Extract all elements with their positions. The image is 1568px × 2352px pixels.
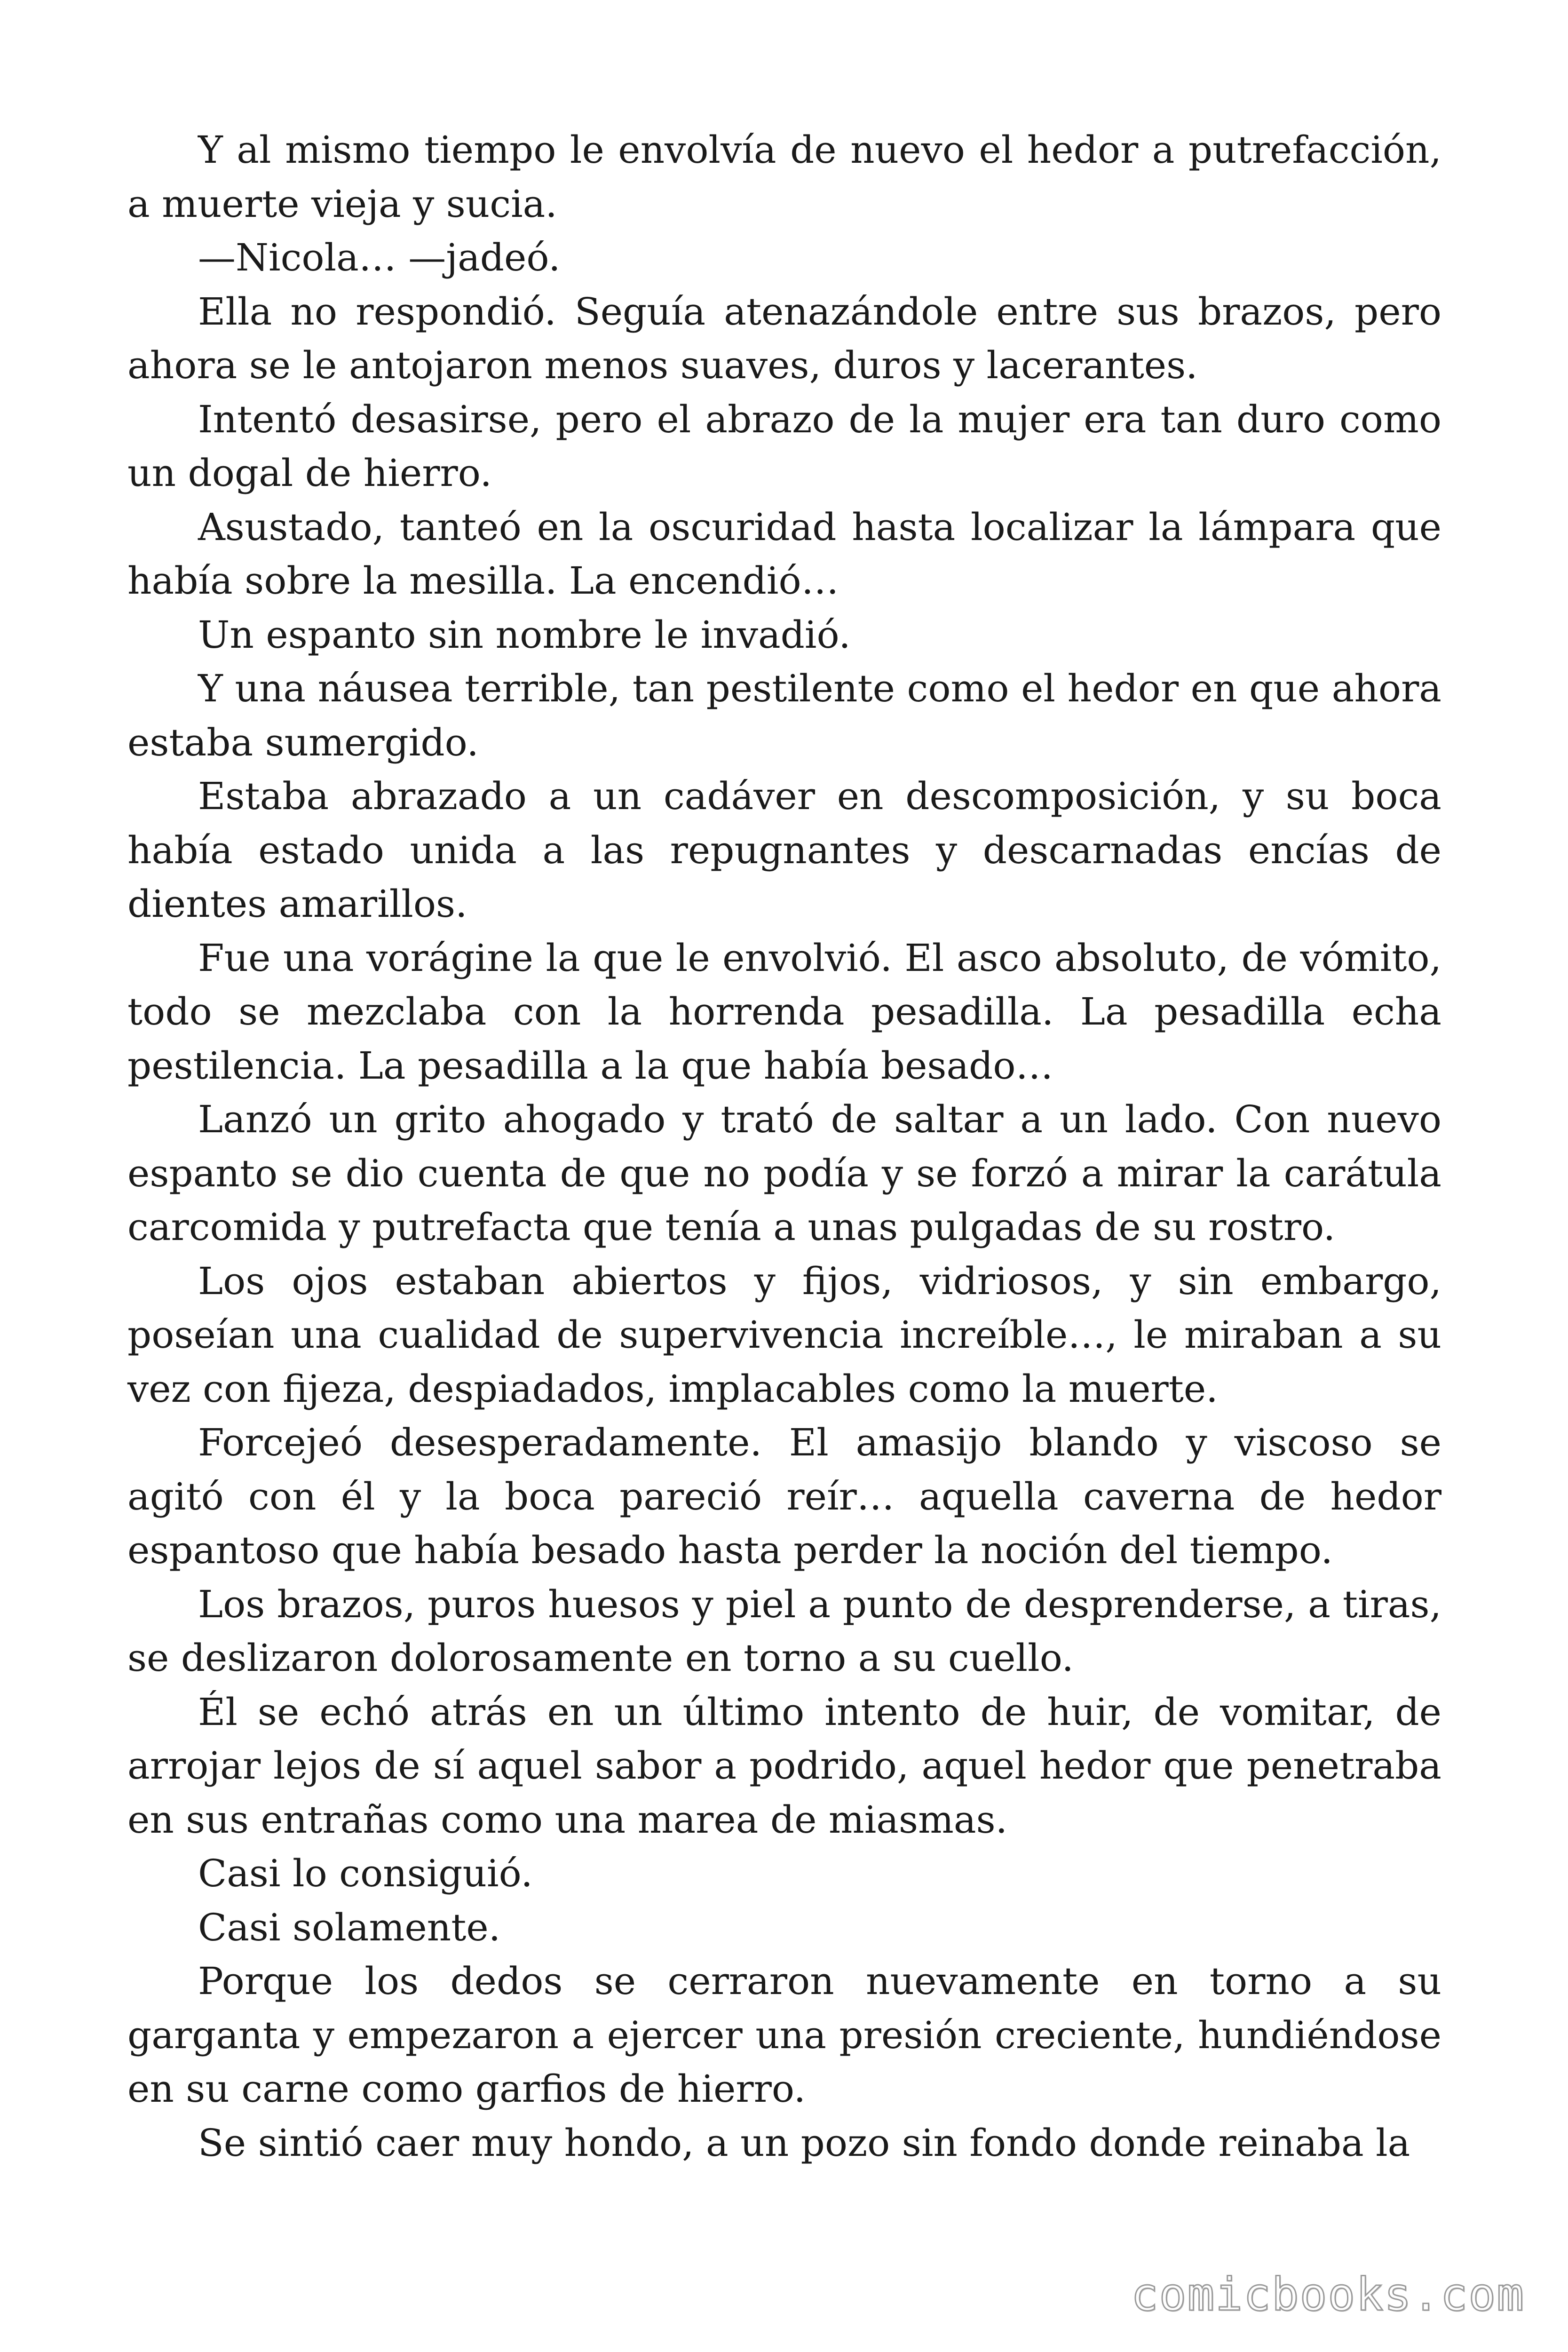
watermark: comicbooks.com — [1131, 2268, 1525, 2321]
paragraph-3: Ella no respondió. Seguía atenazándole entre sus brazos, pero ahora se le antojaron menos suaves, duros y lacerantes. — [127, 289, 1441, 387]
paragraph-18: Se sintió caer muy hondo, a un pozo sin fondo donde reinaba la — [198, 2121, 1410, 2165]
paragraph-5: Asustado, tanteó en la oscuridad hasta localizar la lámpara que había sobre la mesilla. La encendió… — [127, 505, 1441, 603]
paragraph-16: Casi solamente. — [198, 1905, 501, 1949]
paragraph-7: Y una náusea terrible, tan pestilente como el hedor en que ahora estaba sumergido. — [127, 667, 1441, 764]
paragraph-15: Casi lo consiguió. — [198, 1851, 533, 1895]
paragraph-1: Y al mismo tiempo le envolvía de nuevo el hedor a putrefacción, a muerte vieja y sucia. — [127, 128, 1441, 226]
paragraph-6: Un espanto sin nombre le invadió. — [198, 612, 851, 657]
paragraph-10: Lanzó un grito ahogado y trató de saltar a un lado. Con nuevo espanto se dio cuenta de que no podía y se forzó a mirar la carátula carcomida y putrefacta que tenía a unas pulgadas de su rostro. — [127, 1097, 1441, 1249]
body-text — [127, 123, 1441, 2170]
paragraph-13: Los brazos, puros huesos y piel a punto de desprenderse, a tiras, se deslizaron dolorosamente en torno a su cuello. — [127, 1582, 1441, 1680]
paragraph-8: Estaba abrazado a un cadáver en descomposición, y su boca había estado unida a las repugnantes y descarnadas encías de dientes amarillos. — [127, 774, 1441, 926]
paragraph-4: Intentó desasirse, pero el abrazo de la mujer era tan duro como un dogal de hierro. — [127, 397, 1441, 495]
paragraph-14: Él se echó atrás en un último intento de huir, de vomitar, de arrojar lejos de sí aquel sabor a podrido, aquel hedor que penetraba en sus entrañas como una marea de miasmas. — [127, 1690, 1441, 1842]
paragraph-12: Forcejeó desesperadamente. El amasijo blando y viscoso se agitó con él y la boca pareció reír… aquella caverna de hedor espantoso que había besado hasta perder la noción del tiempo. — [127, 1421, 1441, 1572]
paragraph-2: —Nicola… —jadeó. — [198, 236, 561, 279]
paragraph-9: Fue una vorágine la que le envolvió. El asco absoluto, de vómito, todo se mezclaba con la horrenda pesadilla. La pesadilla echa pestilencia. La pesadilla a la que había besado… — [127, 936, 1441, 1088]
paragraph-17: Porque los dedos se cerraron nuevamente en torno a su garganta y empezaron a ejercer una presión creciente, hundiéndose en su carne como garfios de hierro. — [127, 1959, 1441, 2111]
paragraph-11: Los ojos estaban abiertos y fijos, vidriosos, y sin embargo, poseían una cualidad de supervivencia increíble…, le miraban a su vez con fijeza, despiadados, implacables como la muerte. — [127, 1259, 1441, 1411]
